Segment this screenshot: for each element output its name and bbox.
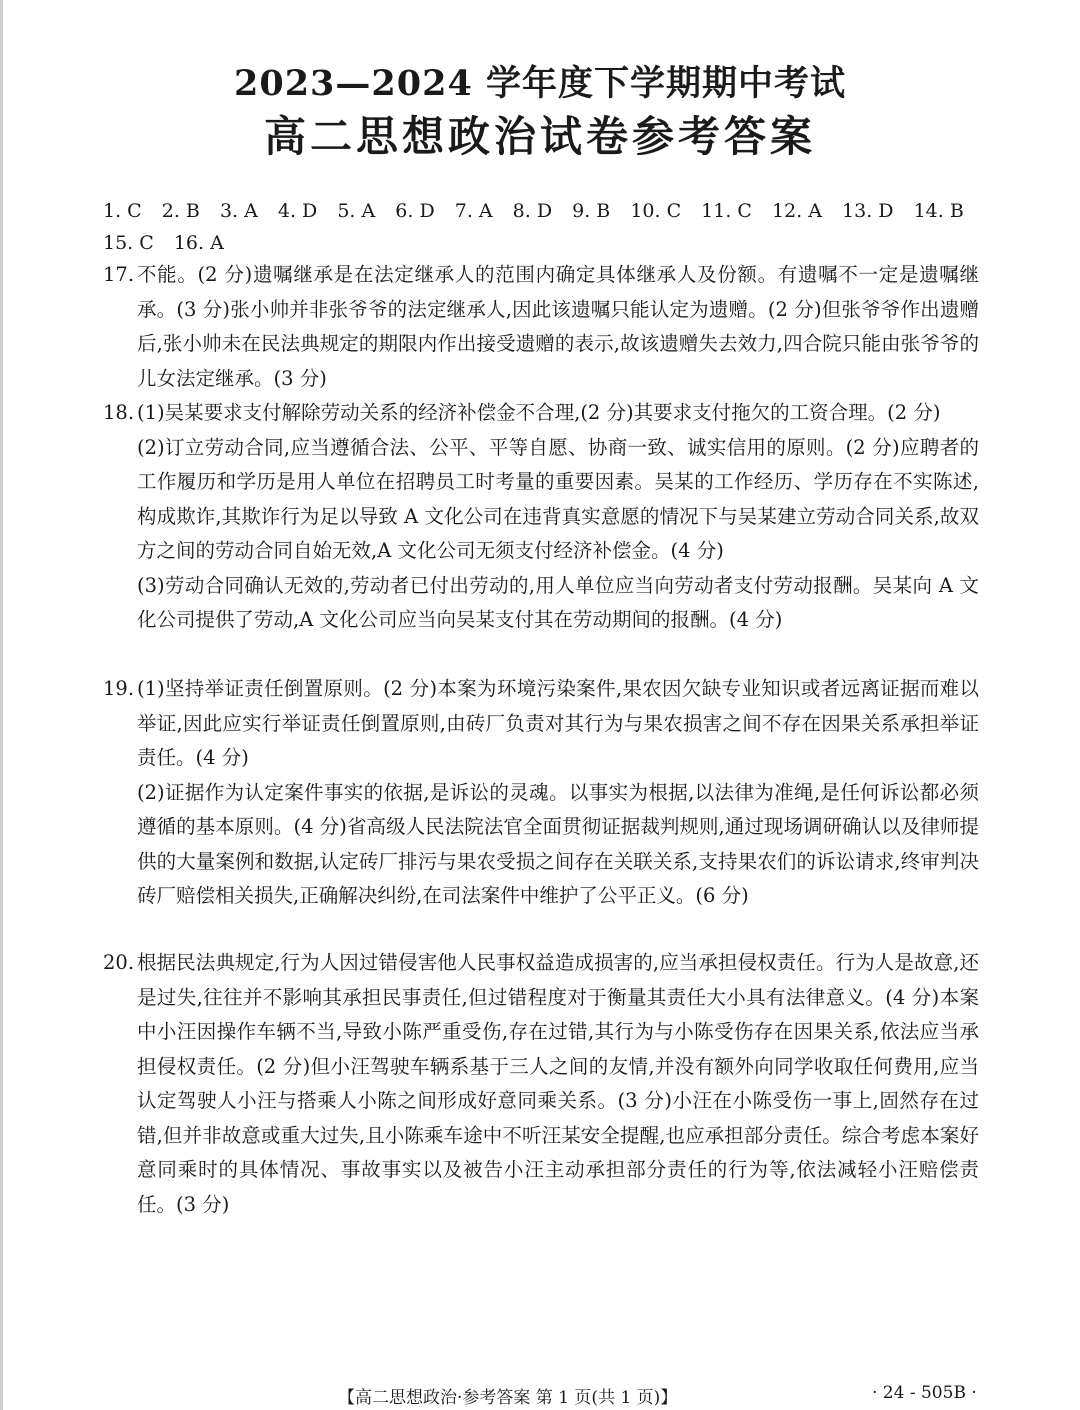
- page-edge: [0, 0, 3, 1410]
- answer-part-3: (3)劳动合同确认无效的,劳动者已付出劳动的,用人单位应当向劳动者支付劳动报酬。吴某向 A 文化公司提供了劳动,A 文化公司应当向吴某支付其在劳动期间的报酬。(4 分): [137, 573, 979, 631]
- answer-item: 8. D: [512, 200, 553, 222]
- answer-item: 14. B: [913, 200, 964, 222]
- answer-part-1: (1)坚持举证责任倒置原则。(2 分)本案为环境污染案件,果农因欠缺专业知识或者远离证据而难以举证,因此应实行举证责任倒置原则,由砖厂负责对其行为与果农损害之间不存在因果关系承担举证责任。(4 分): [137, 677, 979, 769]
- paper-title: 高二思想政治试卷参考答案: [263, 112, 816, 161]
- answer-item: 12. A: [772, 200, 822, 222]
- question-number: 17.: [103, 263, 135, 286]
- exam-title: 2023—2024 学年度下学期期中考试: [233, 63, 846, 104]
- answer-item: 9. B: [572, 200, 611, 222]
- answer-item: 16. A: [173, 232, 224, 254]
- answer-part-2: (2)订立劳动合同,应当遵循合法、公平、平等自愿、协商一致、诚实信用的原则。(2 分)应聘者的工作履历和学历是用人单位在招聘员工时考量的重要因素。吴某的工作经历、学历存在不实陈述,构成欺诈,其欺诈行为足以导致 A 文化公司在违背真实意愿的情况下与吴某建立劳动合同关系,故双方之间的劳动合同自始无效,A 文化公司无须支付经济补偿金。(4 分): [137, 435, 979, 562]
- answer-item: 15. C: [103, 232, 154, 254]
- answer-item: 10. C: [630, 200, 682, 222]
- answer-text: 不能。(2 分)遗嘱继承是在法定继承人的范围内确定具体继承人及份额。有遗嘱不一定是遗嘱继承。(3 分)张小帅并非张爷爷的法定继承人,因此该遗嘱只能认定为遗赠。(2 分)但张爷爷作出遗赠后,张小帅未在民法典规定的期限内作出接受遗赠的表示,故该遗赠失去效力,四合院只能由张爷爷的儿女法定继承。(3 分): [137, 263, 979, 390]
- question-number: 19.: [103, 677, 135, 700]
- answer-item: 6. D: [395, 200, 435, 222]
- answer-item: 3. A: [219, 200, 258, 222]
- answer-row-2: [103, 227, 983, 259]
- answer-item: 4. D: [277, 200, 318, 222]
- answer-item: 11. C: [701, 200, 752, 222]
- answer-part-2: (2)证据作为认定案件事实的依据,是诉讼的灵魂。以事实为根据,以法律为准绳,是任何诉讼都必须遵循的基本原则。(4 分)省高级人民法院法官全面贯彻证据裁判规则,通过现场调研确认以及律师提供的大量案例和数据,认定砖厂排污与果农受损之间存在关联关系,支持果农们的诉讼请求,终审判决砖厂赔偿相关损失,正确解决纠纷,在司法案件中维护了公平正义。(6 分): [137, 780, 979, 907]
- answer-item: 5. A: [337, 200, 376, 222]
- question-19: [103, 672, 979, 914]
- question-17: [103, 258, 979, 396]
- answer-item: 13. D: [842, 200, 894, 222]
- question-number: 18.: [103, 401, 135, 424]
- answer-item: 1. C: [103, 200, 142, 222]
- footer-code: · 24 - 505B ·: [872, 1383, 977, 1403]
- question-number: 20.: [103, 951, 135, 974]
- choice-answers: [103, 195, 983, 259]
- answer-item: 7. A: [454, 200, 493, 222]
- answer-part-1: (1)吴某要求支付解除劳动关系的经济补偿金不合理,(2 分)其要求支付拖欠的工资合理。(2 分): [137, 401, 941, 424]
- answer-row-1: [103, 195, 983, 227]
- question-18: [103, 396, 979, 638]
- answer-item: 2. B: [161, 200, 200, 222]
- answer-text: 根据民法典规定,行为人因过错侵害他人民事权益造成损害的,应当承担侵权责任。行为人是故意,还是过失,往往并不影响其承担民事责任,但过错程度对于衡量其责任大小具有法律意义。(4 分)本案中小汪因操作车辆不当,导致小陈严重受伤,存在过错,其行为与小陈受伤存在因果关系,依法应当承担侵权责任。(2 分)但小汪驾驶车辆系基于三人之间的友情,并没有额外向同学收取任何费用,应当认定驾驶人小汪与搭乘人小陈之间形成好意同乘关系。(3 分)小汪在小陈受伤一事上,固然存在过错,但并非故意或重大过失,且小陈乘车途中不听汪某安全提醒,也应承担部分责任。综合考虑本案好意同乘时的具体情况、事故事实以及被告小汪主动承担部分责任的行为等,依法减轻小汪赔偿责任。(3 分): [137, 951, 979, 1216]
- question-20: [103, 946, 979, 1222]
- footer-page-info: 【高二思想政治·参考答案 第 1 页(共 1 页)】: [338, 1388, 678, 1408]
